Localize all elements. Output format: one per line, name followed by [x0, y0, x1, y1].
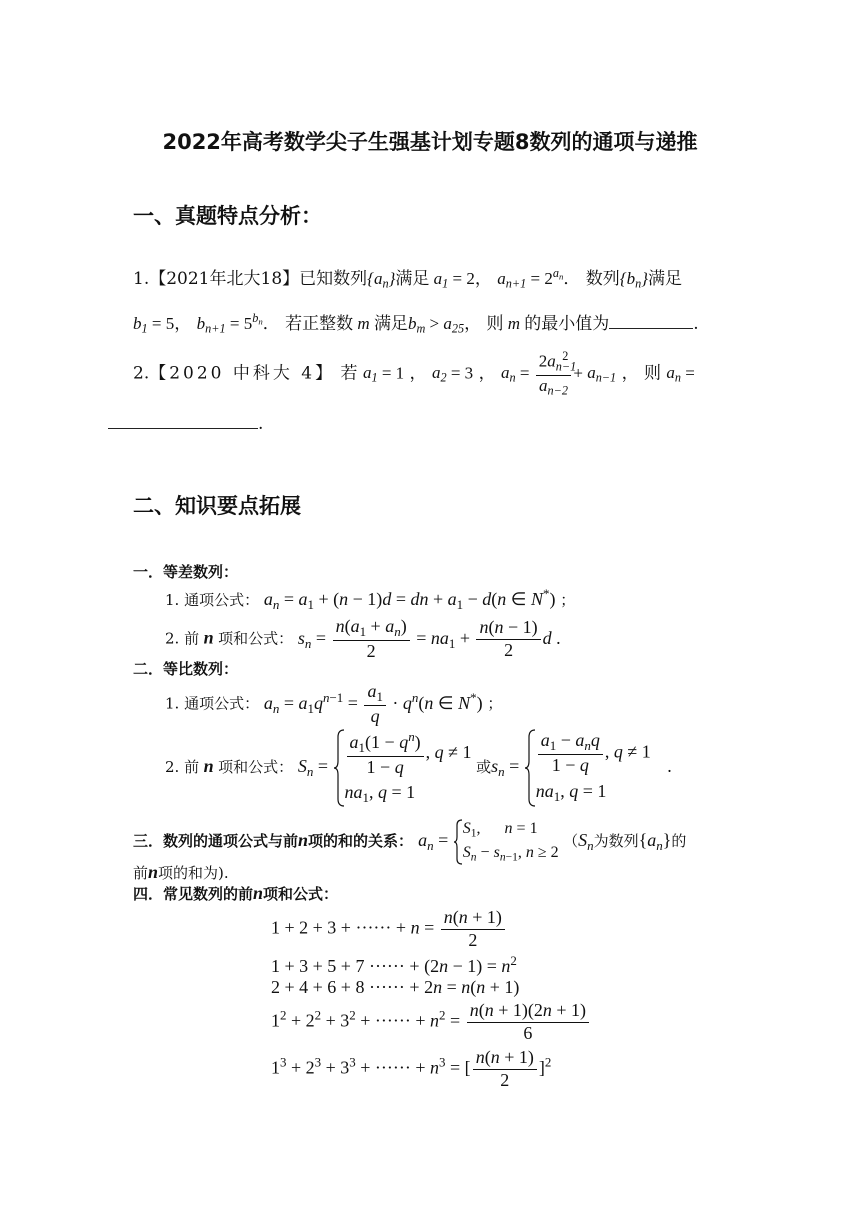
part-1-line-2: 2. 前 n 项和公式： $s_n$ = $\frac{n(a_1 + a_n)}{2}$ = $na_1$ + $\frac{n(n - 1)}{2}$ d . — [165, 616, 561, 662]
part-1-heading: 一．等差数列： — [133, 563, 239, 581]
problem-1-line-1: 1.【2021年北大18】已知数列$\{a_n\}$满足 $a_1 = 2$， $a_{n+1} = 2^{a_n}$． 数列$\{b_n\}$满足 — [133, 266, 683, 291]
sum-formula-3: 2 + 4 + 6 + 8 ······ + 2n = n(n + 1) — [271, 977, 520, 997]
problem-2-source: 【2020 中科大 4】 — [149, 363, 336, 384]
problem-2-line-2: . — [108, 414, 263, 434]
part-1-line-1: 1. 通项公式： $a_n = a_1 + (n - 1)d$ = dn + $a_1 - d(n$ ∈ N*) ； — [165, 586, 576, 612]
part-4-heading: 四．常见数列的前n项和公式： — [133, 883, 339, 903]
part-3-line-1: 三．数列的通项公式与前n项的和的关系： $a_n$ = $S_1$, n = 1 $S_n - s_{n-1}$, n ≥ 2 （$S_n$为数列$\{a_n\}$的 — [133, 820, 687, 864]
sum-formula-5: $1^3 + 2^3 + 3^3$ + ······ + $n^3$ = [ $\frac{n(n + 1)}{2}$ ]$^2$ — [271, 1047, 552, 1090]
sum-formula-1: 1 + 2 + 3 + ······ + n = $\frac{n(n + 1)}{2}$ — [271, 908, 507, 951]
part-3-line-2: 前n项的和为). — [133, 862, 229, 882]
problem-1-line-2: $b_1 = 5$， $b_{n+1} = 5^{b_n}$． 若正整数 m 满足$b_m > a_{25}$， 则 m 的最小值为 . — [133, 311, 699, 336]
problem-2-line-1: 2.【2020 中科大 4】 若 $a_1 = 1$ ， $a_2 = 3$ ， $a_n$ = $\frac{2a_{n-1}^2}{a_{n-2}}$ + $a_{n-1}$ ， 则 $a_n$ = — [133, 349, 695, 398]
problem-2-number: 2. — [133, 363, 150, 384]
section-heading-2: 二、知识要点拓展 — [133, 494, 301, 518]
part-2-line-2: 2. 前 n 项和公式： $S_n$ = $\frac{a_1(1 - q^n)}{1 - q}$ , q ≠ 1 $na_1$, q = 1 或$s_n$ = $\frac{a_1 - a_nq}{1 - q}$ , q ≠ 1 $na_1$, q = 1 . — [165, 729, 672, 805]
problem-1-source: 【2021年北大18】 — [149, 269, 300, 289]
part-2-line-1: 1. 通项公式： $a_n = a_1q^{n-1}$ = $\frac{a_1}{q}$ · $q^n(n$ ∈ N*) ； — [165, 681, 503, 727]
part-2-heading: 二．等比数列： — [133, 660, 239, 678]
sum-formula-4: $1^2 + 2^2 + 3^2$ + ······ + $n^2$ = $\frac{n(n + 1)(2n + 1)}{6}$ — [271, 1001, 591, 1044]
problem-1-number: 1. — [133, 269, 150, 289]
sum-formula-2: 1 + 3 + 5 + 7 ······ + $(2n - 1) = n^2$ — [271, 953, 517, 977]
section-heading-1: 一、真题特点分析： — [133, 204, 322, 228]
page-title: 2022年高考数学尖子生强基计划专题8数列的通项与递推 — [162, 130, 698, 154]
answer-blank-1[interactable] — [609, 328, 693, 329]
answer-blank-2[interactable] — [108, 428, 258, 429]
